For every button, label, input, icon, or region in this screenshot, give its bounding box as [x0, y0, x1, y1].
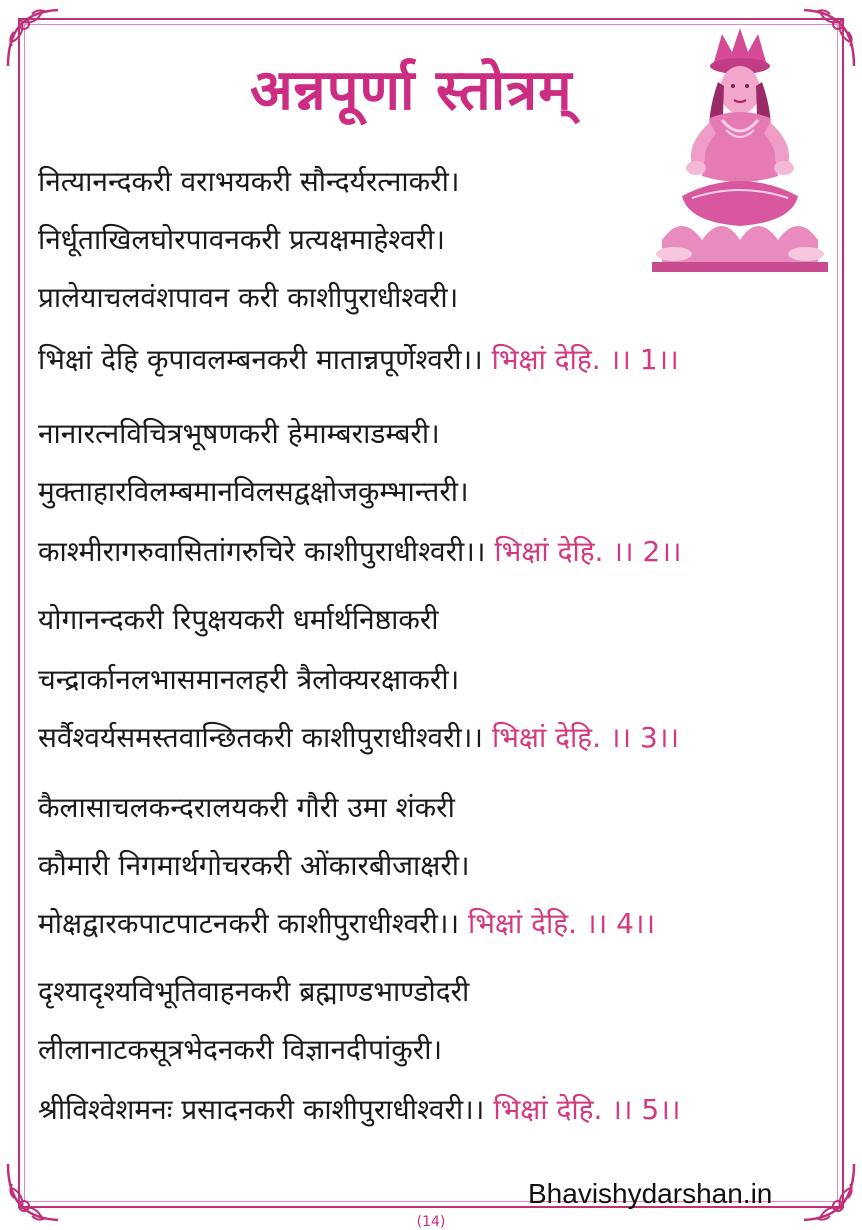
verse-2-line-3 — [38, 530, 682, 574]
verse-4-line-3-text: मोक्षद्वारकपाटपाटनकरी काशीपुराधीश्वरी।। — [38, 907, 460, 940]
verse-3-number: ।। 3।। — [609, 721, 680, 754]
goddess-annapurna-icon — [652, 26, 828, 272]
verse-1-refrain: भिक्षां देहि. — [491, 343, 601, 376]
verse-1-line-2: निर्धूताखिलघोरपावनकरी प्रत्यक्षमाहेश्वरी। — [38, 223, 446, 256]
verse-4-line-2: कौमारी निगमार्थगोचरकरी ओंकारबीजाक्षरी। — [38, 849, 470, 882]
verse-4-number: ।। 4।। — [585, 907, 656, 940]
verse-3-line-2: चन्द्रार्कानलभासमानलहरी त्रैलोक्यरक्षाकरी। — [38, 663, 460, 696]
page-number: (14) — [416, 1214, 446, 1230]
verse-5-line-2: लीलानाटकसूत्रभेदनकरी विज्ञानदीपांकुरी। — [38, 1033, 443, 1066]
verse-4-line-1: कैलासाचलकन्दरालयकरी गौरी उमा शंकरी — [38, 791, 455, 824]
verse-5-line-3 — [38, 1088, 680, 1132]
verse-3-line-1: योगानन्दकरी रिपुक्षयकरी धर्मार्थनिष्ठाकरी — [38, 603, 439, 636]
verse-5-number: ।। 5।। — [611, 1093, 681, 1126]
corner-ornament-icon — [2, 1158, 72, 1228]
verse-2-number: ।। 2।। — [612, 535, 682, 568]
verse-1-line-4 — [38, 338, 679, 382]
verse-1-number: ।। 1।। — [609, 343, 679, 376]
verse-3-line-3-text: सर्वैश्वर्यसमस्तवान्छितकरी काशीपुराधीश्वरी।। — [38, 721, 484, 754]
verse-2-line-1: नानारत्नविचित्रभूषणकरी हेमाम्बराडम्बरी। — [38, 417, 440, 450]
website-watermark: Bhavishydarshan.in — [528, 1178, 773, 1209]
verse-4-line-3 — [38, 902, 655, 946]
corner-ornament-icon — [790, 1158, 860, 1228]
page-title: अन्नपूर्णा स्तोत्रम् — [250, 58, 573, 123]
verse-1-line-4-text: भिक्षां देहि कृपावलम्बनकरी मातान्नपूर्णेश्वरी।। — [38, 343, 483, 376]
verse-4-refrain: भिक्षां देहि. — [468, 907, 578, 940]
verse-1-line-3: प्रालेयाचलवंशपावन करी काशीपुराधीश्वरी। — [38, 281, 459, 314]
verse-2-refrain: भिक्षां देहि. — [494, 535, 604, 568]
corner-ornament-icon — [2, 2, 72, 72]
verse-1-line-1: नित्यानन्दकरी वराभयकरी सौन्दर्यरत्नाकरी। — [38, 165, 460, 198]
verse-2-line-2: मुक्ताहारविलम्बमानविलसद्वक्षोजकुम्भान्तरी। — [38, 475, 469, 508]
verse-5-line-1: दृश्यादृश्यविभूतिवाहनकरी ब्रह्माण्डभाण्डोदरी — [38, 975, 470, 1008]
verse-5-line-3-text: श्रीविश्वेशमनः प्रसादनकरी काशीपुराधीश्वरी।। — [38, 1093, 485, 1126]
verse-5-refrain: भिक्षां देहि. — [493, 1093, 603, 1126]
verse-3-line-3 — [38, 716, 679, 760]
verse-3-refrain: भिक्षां देहि. — [491, 721, 601, 754]
verse-2-line-3-text: काश्मीरागरुवासितांगरुचिरे काशीपुराधीश्वरी।। — [38, 535, 486, 568]
